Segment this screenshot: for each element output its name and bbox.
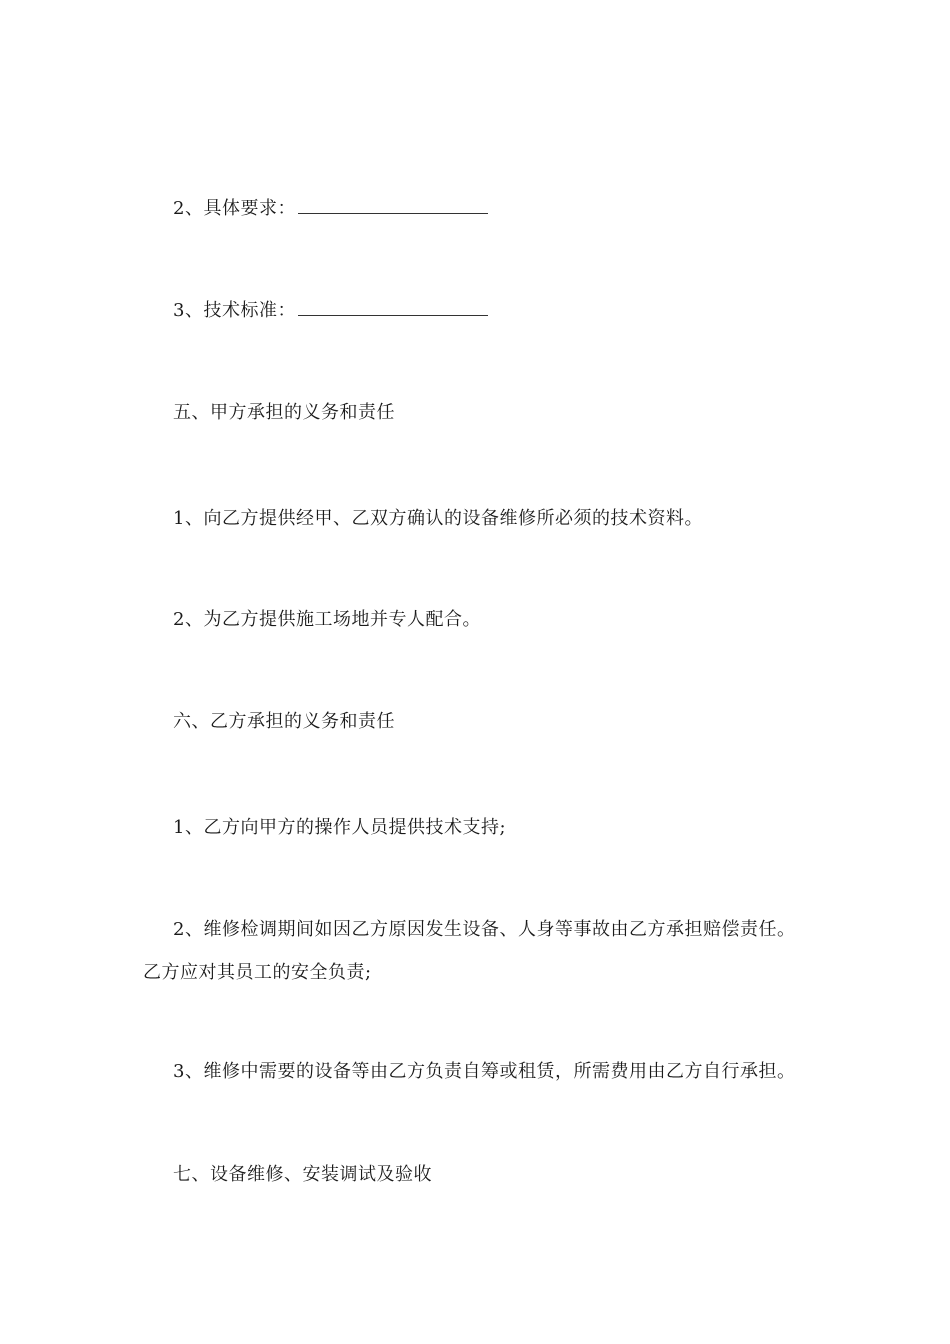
requirements-blank: [298, 197, 488, 214]
section-7-heading: 七、设备维修、安装调试及验收: [173, 1164, 432, 1185]
section-6-item-2: 2、维修检调期间如因乙方原因发生设备、人身等事故由乙方承担赔偿责任。: [173, 919, 796, 940]
technical-standard-label: 3、技术标准：: [173, 300, 296, 321]
section-6-item-1: 1、乙方向甲方的操作人员提供技术支持;: [173, 817, 507, 838]
section-5-heading: 五、甲方承担的义务和责任: [173, 402, 395, 423]
section-5-item-2: 2、为乙方提供施工场地并专人配合。: [173, 609, 481, 630]
section-6-item-2-continued: 乙方应对其员工的安全负责;: [143, 962, 372, 983]
section-6-item-3: 3、维修中需要的设备等由乙方负责自筹或租赁，所需费用由乙方自行承担。: [173, 1061, 796, 1082]
requirements-label: 2、具体要求：: [173, 198, 296, 219]
section-6-heading: 六、乙方承担的义务和责任: [173, 711, 395, 732]
requirements-line: [173, 197, 488, 220]
technical-standard-line: [173, 299, 488, 322]
technical-standard-blank: [298, 299, 488, 316]
section-5-item-1: 1、向乙方提供经甲、乙双方确认的设备维修所必须的技术资料。: [173, 508, 703, 529]
